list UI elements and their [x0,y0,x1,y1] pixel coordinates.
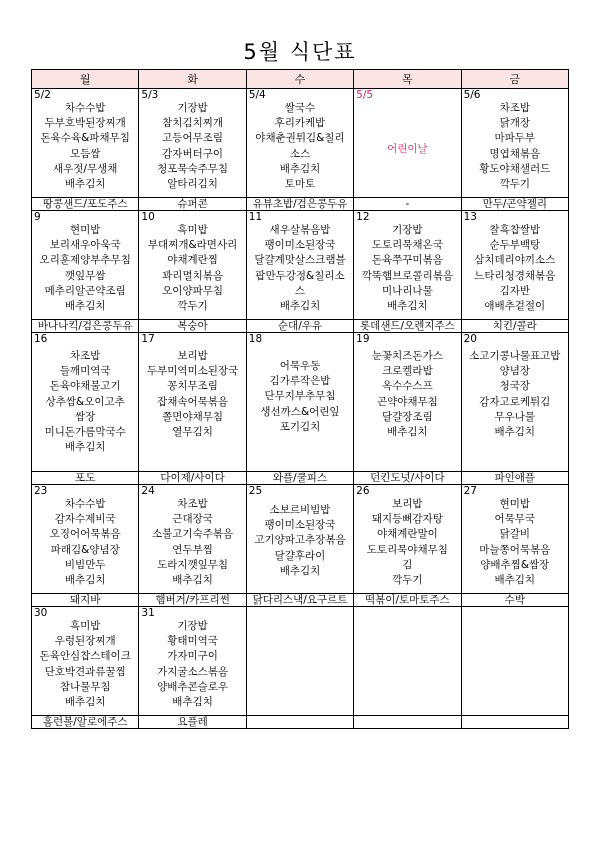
date-number: 5/2 [34,89,51,101]
snack-cell: 파인애플 [461,472,568,485]
snack-cell: 순대/우유 [246,320,353,333]
holiday-label: 어린이날 [387,143,428,155]
menu-item: 차조밥 [177,498,208,510]
menu-list [247,101,353,192]
snack-cell: 포도 [32,472,139,485]
menu-item: 가자미구이 [167,650,218,663]
menu-item: 야채춘권튀김&칠리 [255,132,345,145]
snack-row [32,320,569,333]
day-cell [139,211,246,320]
menu-list [462,101,568,192]
menu-item: 기장밥 [177,620,208,632]
menu-item: 꽁치무조림 [167,380,218,393]
menu-item: 쌀국수 [284,102,316,114]
menu-list [32,101,138,192]
date-number: 19 [356,333,370,345]
menu-item: 깍두기 [177,300,208,313]
date-number: 5/5 [356,89,374,101]
menu-item: 명엽채볶음 [489,147,541,160]
snack-cell: 유뷰초밥/검은콩두유 [246,198,353,211]
menu-list [354,345,460,440]
menu-item: 배추김치 [64,441,106,454]
date-number: 11 [248,211,263,223]
menu-item: 깍두기 [392,574,423,587]
menu-item: 배추김치 [279,564,321,577]
menu-item: 새우살볶음밥 [269,224,331,236]
menu-item: 김자반 [499,284,530,297]
meal-calendar-table [31,69,569,729]
menu-item: 모듬쌈 [69,147,101,160]
menu-list [247,619,353,625]
menu-item: 김 [402,558,413,571]
date-number: 16 [34,333,48,345]
menu-list [139,101,245,192]
menu-list [462,345,568,440]
menu-item: 배추김치 [64,300,106,313]
menu-item: 돈육쭈꾸미볶음 [371,254,443,267]
snack-row [32,594,569,607]
menu-item: 깻잎무쌈 [64,269,106,282]
menu-item: 양념장 [499,365,530,378]
menu-item: 배추김치 [279,300,321,313]
weekday-header-row [32,70,569,89]
menu-list [32,223,138,314]
snack-cell: - [354,198,461,211]
menu-item: 닭갈비 [499,528,530,541]
menu-item: 소보르비빔밥 [269,504,331,516]
menu-item: 가지굴소스볶음 [157,665,229,678]
menu-item: 차수수밥 [64,102,106,114]
menu-list [354,497,460,588]
menu-item: 달걀후라이 [274,549,326,562]
snack-cell: 와플/쿨피스 [246,472,353,485]
menu-item: 애배추겉절이 [484,300,546,313]
day-cell [139,333,246,472]
menu-item: 무우나물 [494,410,536,423]
menu-item: 생선까스&어린잎 [260,405,340,418]
menu-item: 알타리김치 [167,178,218,191]
snack-cell [461,716,568,729]
snack-cell: 복숭아 [139,320,246,333]
weekday-header: 목 [354,70,461,89]
date-number: 26 [356,485,370,497]
weekday-header: 화 [139,70,246,89]
snack-cell: 돼지바 [32,594,139,607]
date-number: 23 [34,485,48,497]
date-number: 17 [141,333,155,345]
menu-item: 돼지등뼈감자탕 [371,513,443,526]
menu-item: 달걀계맛살스크램블 [254,254,346,267]
menu-item: 고기양파고추장볶음 [254,534,346,547]
menu-item: 배추김치 [387,300,428,313]
menu-item: 곤약야채무침 [376,395,438,408]
menu-item: 배추김치 [172,696,213,709]
day-cell [354,211,461,320]
date-number: 20 [463,333,477,345]
day-cell [461,333,568,472]
menu-item: 소불고기숙주볶음 [152,528,234,541]
menu-item: 어묵무국 [494,513,536,526]
day-cell [354,333,461,472]
menu-item: 새우젓/무생채 [52,162,118,175]
snack-cell [354,716,461,729]
day-cell [139,607,246,716]
menu-list [354,223,460,314]
date-number: 12 [356,211,370,223]
menu-item: 팽이미소된장국 [264,239,336,252]
menu-item: 팝만두강정&칠리소 [255,269,345,282]
menu-item: 차조밥 [69,350,101,362]
menu-item: 토마토 [284,178,316,191]
menu-item: 도토리묵채온국 [371,239,443,252]
menu-item: 눈꽃치즈돈가스 [371,350,443,362]
menu-item: 후리카케밥 [274,117,326,130]
snack-cell: 홈런볼/알로에주스 [32,716,139,729]
menu-list [462,223,568,314]
day-cell [354,607,461,716]
weekday-header: 수 [246,70,353,89]
day-cell [461,211,568,320]
menu-item: 근대장국 [172,513,213,526]
menu-item: 도토리묵야채무침 [366,543,448,556]
menu-item: 닭개장 [499,117,530,130]
snack-cell: 닭다리스낵/요구르트 [246,594,353,607]
menu-item: 마늘쫑어묵볶음 [479,543,551,556]
menu-item: 배추김치 [279,162,321,175]
date-number: 30 [34,607,48,619]
snack-cell: 떡볶이/토마토주스 [354,594,461,607]
menu-item: 양배추콘슬로우 [157,680,229,693]
menu-item: 배추김치 [64,574,106,587]
menu-item: 기장밥 [177,102,208,114]
menu-item: 감자버터구이 [162,147,224,160]
snack-cell: 요플레 [139,716,246,729]
menu-item: 돈육안심찹스테이크 [39,650,131,663]
menu-item: 김가루작은밥 [269,375,331,388]
menu-item: 배추김치 [387,426,428,439]
menu-item: 삼치데리야끼소스 [474,254,556,267]
menu-item: 단호박견과류꿀찜 [44,665,126,678]
day-cell [246,485,353,594]
day-cell [461,485,568,594]
snack-cell: 롯데샌드/오렌지주스 [354,320,461,333]
menu-item: 현미밥 [499,498,530,510]
week-row [32,607,569,716]
menu-list [139,345,245,440]
snack-cell [246,716,353,729]
day-cell [246,333,353,472]
date-number: 5/6 [463,89,481,101]
menu-item: 청국장 [499,380,530,393]
date-number: 5/3 [141,89,159,101]
menu-item: 돈육수육&파채무침 [40,132,130,145]
weekday-header: 금 [461,70,568,89]
menu-item: 오징어어묵볶음 [49,528,121,541]
date-number: 10 [141,211,155,223]
date-number [247,607,353,619]
snack-cell: 슈퍼콘 [139,198,246,211]
day-cell [246,89,353,198]
date-number: 31 [141,607,155,619]
day-cell [461,89,568,198]
menu-list [139,497,245,588]
menu-item: 오리훈제양부추무침 [39,254,131,267]
menu-item: 참치김치찌개 [162,117,224,130]
day-cell [32,607,139,716]
snack-cell: 땅콩샌드/포도주스 [32,198,139,211]
menu-item: 보리밥 [392,498,423,510]
menu-item: 우렁된장찌개 [54,635,116,648]
snack-row [32,716,569,729]
menu-item: 오이양파무침 [162,284,224,297]
menu-item: 크로켈라밥 [382,365,433,378]
menu-list [462,497,568,588]
menu-item: 깍뚝햄브로콜리볶음 [361,269,454,282]
date-number: 27 [463,485,477,497]
menu-item: 도라지깻잎무침 [157,558,229,571]
calendar-body [32,89,569,729]
menu-item: 돈육야채불고기 [49,380,121,393]
menu-item: 기장밥 [392,224,423,236]
day-cell [461,607,568,716]
menu-item: 옥수수스프 [382,380,433,393]
menu-list [32,345,138,455]
menu-item: 상추쌈&오이고추 [45,395,125,408]
menu-item: 달걀장조림 [382,410,433,423]
day-cell [32,485,139,594]
menu-item: 야채계란찜 [167,254,218,267]
menu-item: 소스 [289,147,311,160]
menu-item: 잡채속어묵볶음 [157,395,229,408]
menu-item: 단무지부추무침 [264,390,336,403]
day-cell [139,485,246,594]
menu-item: 포기김치 [279,420,321,433]
snack-cell: 던킨도넛/사이다 [354,472,461,485]
menu-item: 마파두부 [494,132,536,145]
menu-item: 흑미밥 [69,620,101,632]
day-cell [246,607,353,716]
menu-item: 참나물무침 [59,680,111,693]
week-row [32,89,569,198]
menu-item: 연두부찜 [172,543,213,556]
menu-item: 감자수제비국 [54,513,116,526]
menu-item: 보리새우아욱국 [49,239,121,252]
day-cell [32,211,139,320]
menu-item: 현미밥 [69,224,101,236]
menu-item: 쫄면야채무침 [162,410,224,423]
menu-item: 고등어무조림 [162,132,224,145]
menu-item: 차수수밥 [64,498,106,510]
menu-item: 어묵우동 [279,360,321,372]
menu-list [139,223,245,314]
menu-item: 배추김치 [64,178,106,191]
day-cell [32,89,139,198]
menu-item: 미니돈가름막국수 [44,426,126,439]
menu-item: 야채계란말이 [376,528,438,541]
menu-item: 깍두기 [499,178,530,191]
day-cell [354,89,461,198]
menu-item: 배추김치 [64,696,106,709]
menu-item: 찰흑찹쌀밥 [489,224,541,236]
menu-list [247,497,353,579]
date-number [354,607,460,619]
menu-item: 소고기콩나물표고밥 [469,350,561,362]
weekday-header: 월 [32,70,139,89]
snack-cell: 만두/곤약젤리 [461,198,568,211]
menu-item: 순두부백탕 [489,239,541,252]
menu-item: 들깨미역국 [59,365,111,378]
menu-item: 열무김치 [172,426,213,439]
menu-item: 메추리알곤약조림 [44,284,126,297]
menu-list [32,497,138,588]
day-cell [32,333,139,472]
menu-item: 차조밥 [499,102,530,114]
menu-item: 미나리나물 [382,284,433,297]
snack-cell: 수박 [461,594,568,607]
menu-item: 부대찌개&라면사리 [147,239,238,252]
menu-item: 느타리청경채볶음 [474,269,556,282]
menu-item: 두부미역미소된장국 [146,365,239,378]
menu-item: 스 [294,284,306,297]
menu-list [247,345,353,435]
date-number: 24 [141,485,155,497]
menu-item: 팽이미소된장국 [264,519,336,532]
menu-item: 청포묵숙주무침 [157,162,229,175]
menu-item: 꽈리멸치볶음 [162,269,224,282]
date-number: 5/4 [248,89,266,101]
menu-list [32,619,138,710]
menu-item: 파래김&양념장 [50,543,120,556]
menu-item: 쌈장 [75,410,96,423]
date-number: 13 [463,211,477,223]
snack-cell: 바나나킥/검은콩두유 [32,320,139,333]
menu-item: 배추김치 [494,426,536,439]
menu-item: 배추김치 [494,574,536,587]
page-title: 5월 식단표 [243,40,357,64]
snack-row [32,472,569,485]
menu-item: 비빔만두 [64,558,106,571]
snack-cell: 다이제/사이다 [139,472,246,485]
week-row [32,333,569,472]
menu-item: 배추김치 [172,574,213,587]
menu-item: 보리밥 [177,350,208,362]
week-row [32,485,569,594]
menu-item: 감자고로케튀김 [479,395,551,408]
menu-list [139,619,245,710]
week-row [32,211,569,320]
menu-item: 황태미역국 [167,635,218,648]
snack-cell: 치킨/콜라 [461,320,568,333]
date-number [462,607,568,619]
day-cell [139,89,246,198]
menu-list [462,619,568,625]
snack-cell: 햄버거/카프리썬 [139,594,246,607]
menu-list [354,619,460,625]
date-number: 18 [248,333,263,345]
date-number: 25 [248,485,263,497]
date-number: 9 [34,211,41,223]
menu-item: 흑미밥 [177,224,208,236]
menu-list [247,223,353,314]
menu-item: 황도야채샐러드 [479,162,551,175]
menu-item: 두부호박된장찌개 [44,117,126,130]
menu-item: 양배추찜&쌈장 [480,558,550,571]
day-cell [246,211,353,320]
day-cell [354,485,461,594]
snack-row [32,198,569,211]
